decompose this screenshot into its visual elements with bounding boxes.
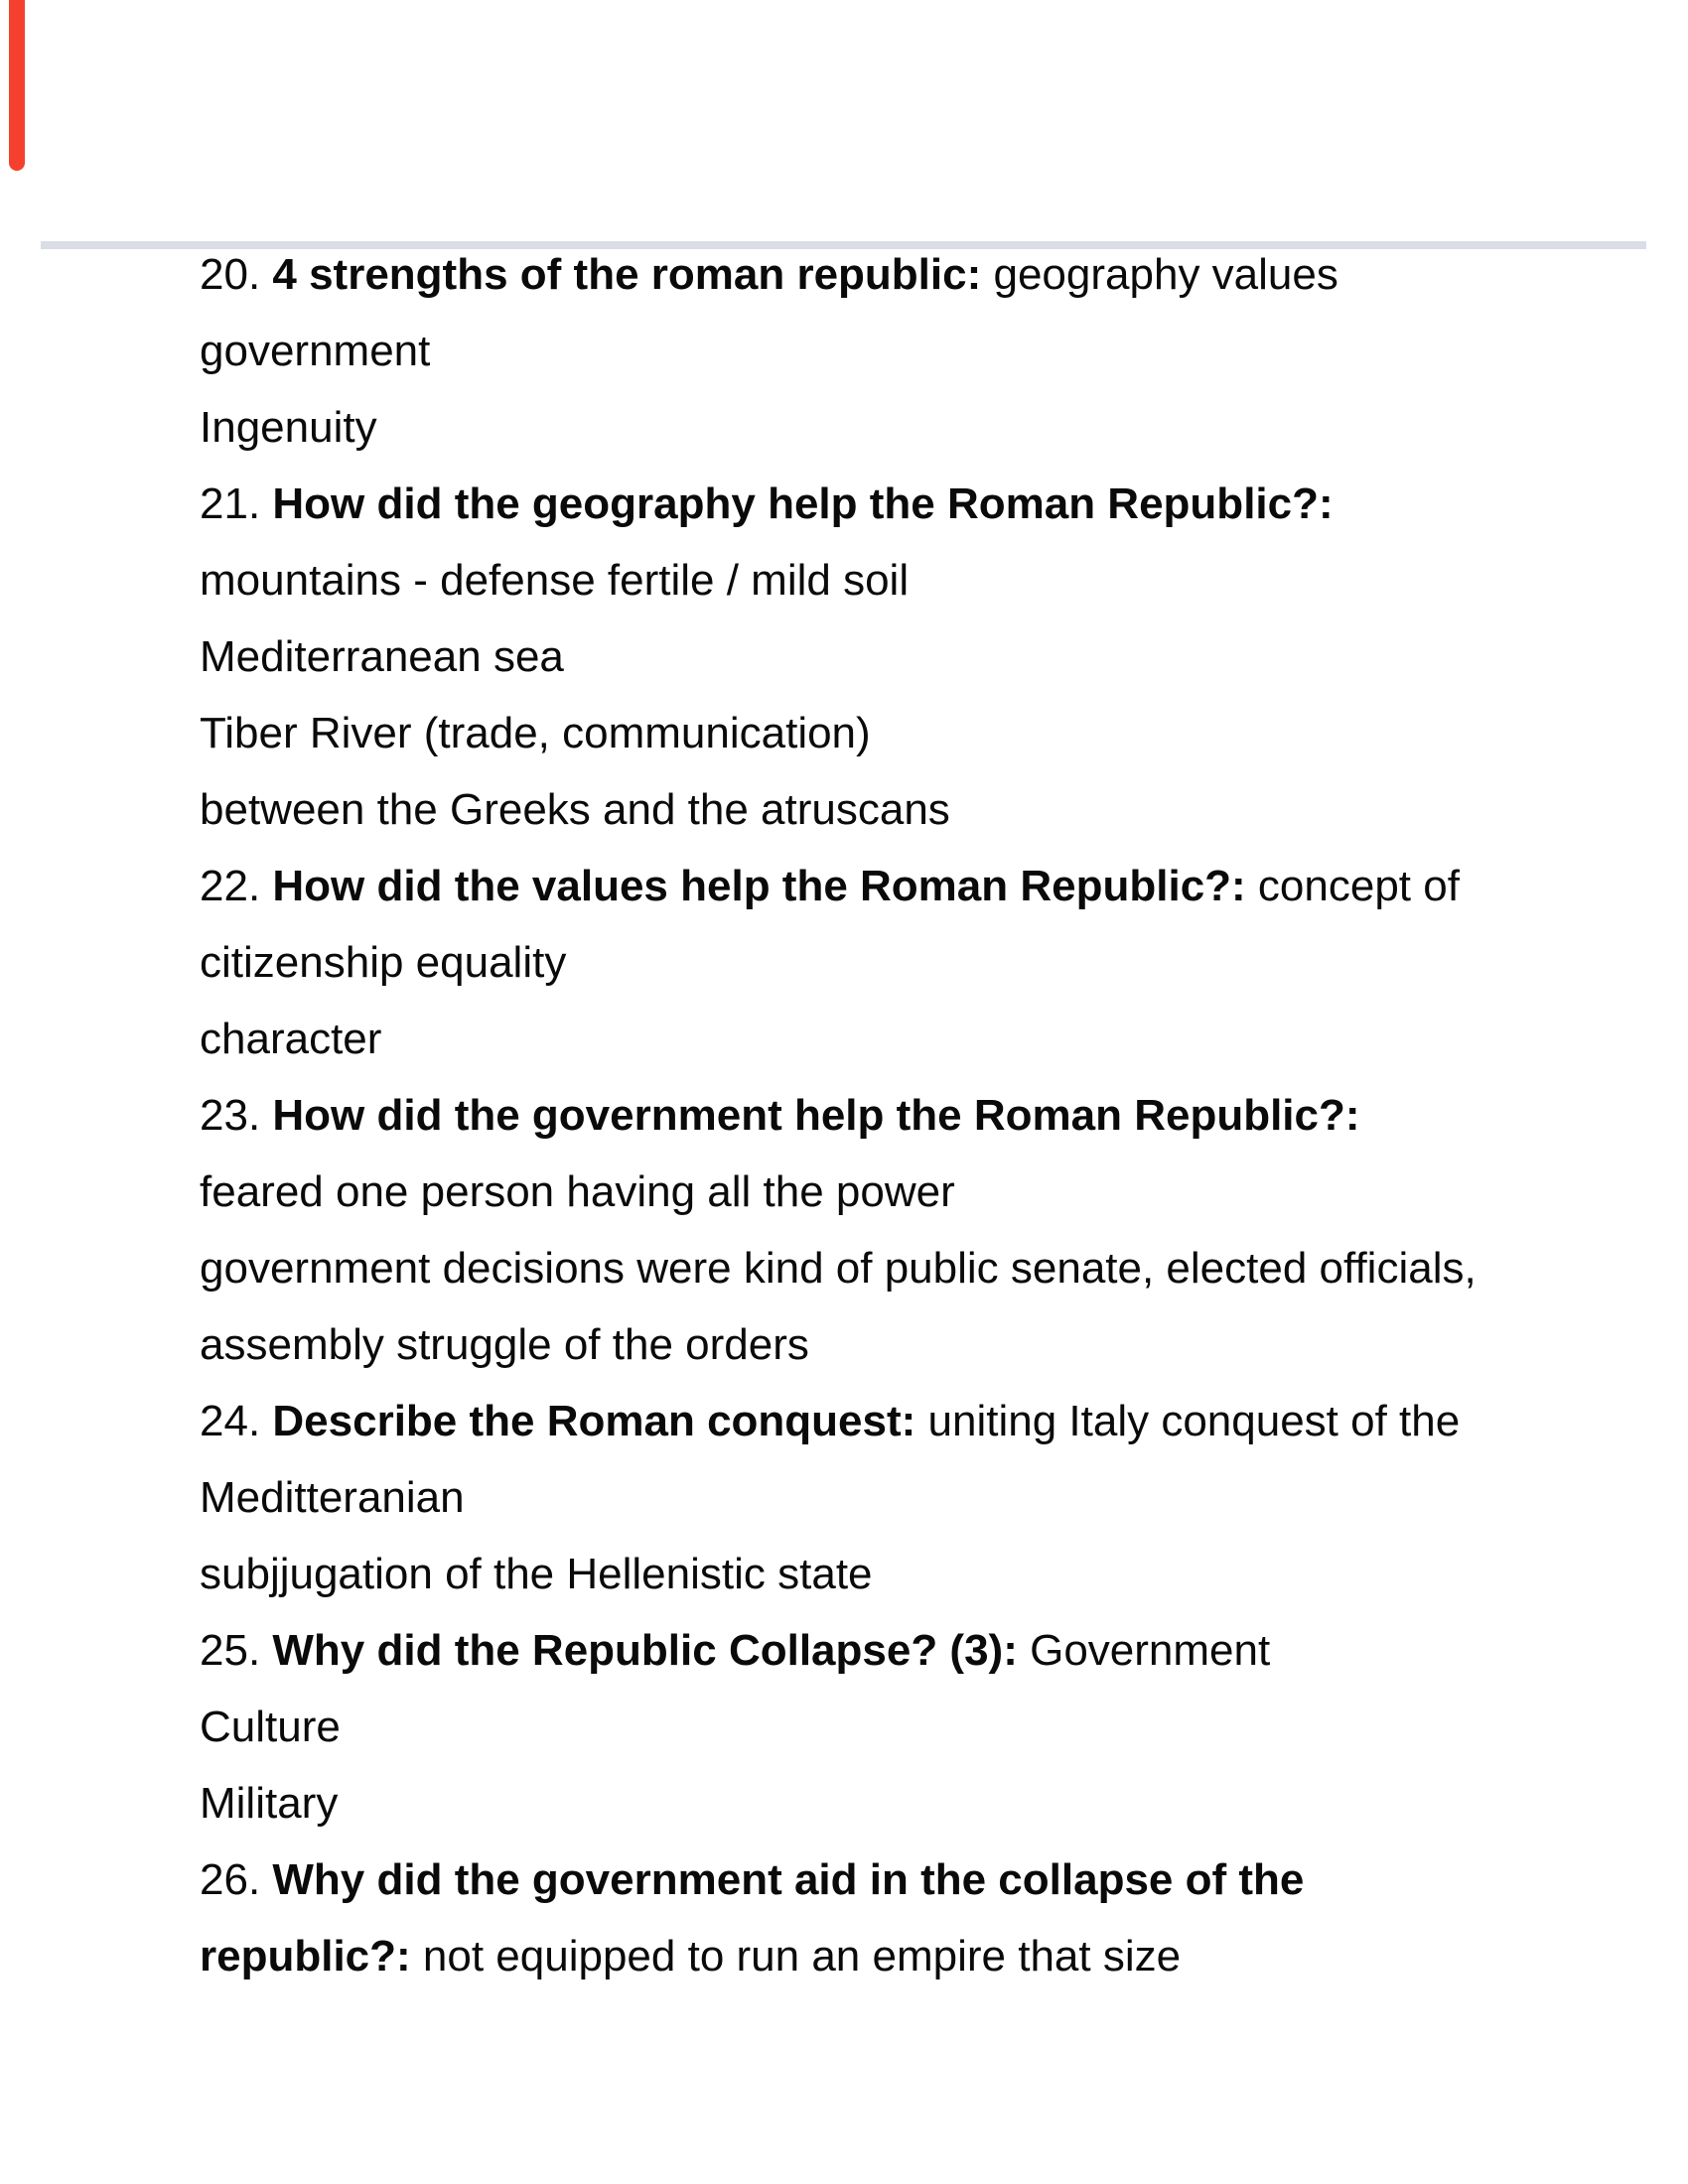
- answer-text: Ingenuity: [200, 403, 377, 452]
- note-line: [200, 1612, 1668, 1689]
- note-line: [200, 542, 1668, 618]
- note-line: [200, 1842, 1668, 1918]
- question-text: How did the government help the Roman Republic?:: [272, 1091, 1360, 1140]
- answer-text: character: [200, 1015, 382, 1063]
- question-number: 23.: [200, 1091, 273, 1140]
- question-number: 21.: [200, 479, 273, 528]
- question-text: 4 strengths of the roman republic:: [272, 250, 982, 299]
- note-line: [200, 389, 1668, 466]
- answer-text: Military: [200, 1779, 339, 1828]
- question-number: 22.: [200, 862, 273, 910]
- note-line: [200, 695, 1668, 771]
- question-text: Describe the Roman conquest:: [272, 1397, 916, 1445]
- note-line: [200, 1918, 1668, 1994]
- question-number: 20.: [200, 250, 273, 299]
- answer-text: subjjugation of the Hellenistic state: [200, 1550, 873, 1598]
- note-line: [200, 1077, 1668, 1154]
- answer-text: concept of: [1245, 862, 1460, 910]
- answer-text: uniting Italy conquest of the: [915, 1397, 1461, 1445]
- note-line: [200, 848, 1668, 924]
- answer-text: citizenship equality: [200, 938, 567, 987]
- answer-text: government decisions were kind of public senate, elected officials,: [200, 1244, 1477, 1293]
- note-line: [200, 1459, 1668, 1536]
- answer-text: mountains - defense fertile / mild soil: [200, 556, 910, 605]
- answer-text: not equipped to run an empire that size: [410, 1932, 1182, 1980]
- answer-text: Mediterranean sea: [200, 632, 564, 681]
- answer-text: government: [200, 327, 431, 375]
- note-line: [200, 1001, 1668, 1077]
- note-line: [200, 1536, 1668, 1612]
- question-text: republic?:: [200, 1932, 411, 1980]
- question-text: How did the geography help the Roman Republic?:: [272, 479, 1334, 528]
- answer-text: Government: [1017, 1626, 1271, 1675]
- note-line: [200, 1306, 1668, 1383]
- scroll-position-indicator[interactable]: [9, 0, 25, 171]
- answer-text: Tiber River (trade, communication): [200, 709, 871, 757]
- answer-text: Culture: [200, 1703, 341, 1751]
- answer-text: feared one person having all the power: [200, 1167, 955, 1216]
- note-line: [200, 313, 1668, 389]
- question-text: How did the values help the Roman Republic?:: [272, 862, 1246, 910]
- note-line: [200, 1383, 1668, 1459]
- note-line: [200, 771, 1668, 848]
- note-line: [200, 1230, 1668, 1306]
- answer-text: Meditteranian: [200, 1473, 465, 1522]
- note-line: [200, 1765, 1668, 1842]
- note-line: [200, 924, 1668, 1001]
- note-line: [200, 1689, 1668, 1765]
- question-text: Why did the government aid in the collapse of the: [272, 1855, 1305, 1904]
- note-line: [200, 466, 1668, 542]
- question-number: 25.: [200, 1626, 273, 1675]
- note-line: [200, 236, 1668, 313]
- note-line: [200, 618, 1668, 695]
- question-number: 24.: [200, 1397, 273, 1445]
- note-line: [200, 1154, 1668, 1230]
- answer-text: between the Greeks and the atruscans: [200, 785, 950, 834]
- question-number: 26.: [200, 1855, 273, 1904]
- question-text: Why did the Republic Collapse? (3):: [272, 1626, 1018, 1675]
- notes-content: [200, 236, 1668, 1994]
- answer-text: geography values: [981, 250, 1338, 299]
- answer-text: assembly struggle of the orders: [200, 1320, 809, 1369]
